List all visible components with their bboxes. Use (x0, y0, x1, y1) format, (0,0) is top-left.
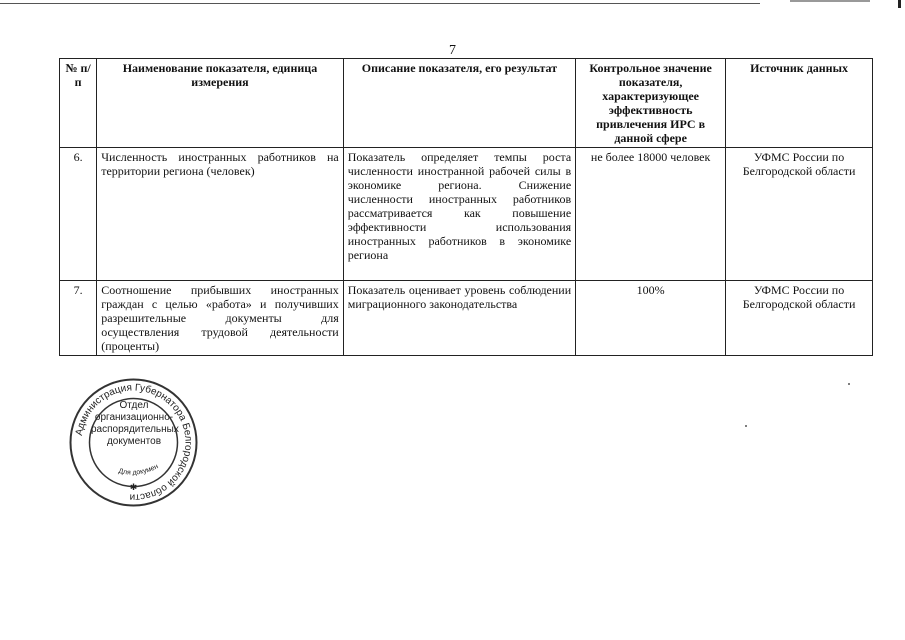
stamp-line: распорядительных (91, 424, 179, 435)
table-header-row (60, 59, 873, 148)
stamp-line: Отдел (119, 400, 149, 411)
row-control-value: 100% (576, 281, 726, 356)
stamp-line: организационно- (94, 412, 174, 423)
stamp-ring-text: Администрация Губернатора Белгородской области (73, 382, 194, 503)
top-border-fragment (790, 0, 870, 2)
indicators-table (59, 58, 873, 356)
header-number: № п/п (60, 59, 97, 148)
scan-speck (745, 425, 747, 427)
scan-speck (848, 383, 850, 385)
star-icon: ✱ (129, 482, 138, 492)
stamp-bottom-text: Для докумен (117, 463, 160, 477)
top-border-line (0, 3, 760, 4)
header-indicator-name: Наименование показателя, единица измерения (97, 59, 344, 148)
stamp-center-text (91, 400, 177, 448)
table-row (60, 281, 873, 356)
page-number: 7 (449, 43, 456, 58)
row-number: 7. (60, 281, 97, 356)
row-indicator-name: Соотношение прибывших иностранных граждан с целью «работа» и получивших разрешительные документы для осуществления трудовой деятельности (проценты) (97, 281, 344, 356)
row-control-value: не более 18000 человек (576, 148, 726, 281)
header-source: Источник данных (726, 59, 873, 148)
corner-mark (898, 0, 901, 8)
row-description: Показатель определяет темпы роста численности иностранной рабочей силы в экономике региона. Снижение численности иностранных работников рассматривается как повышение эффективности использования иностранных работников в экономике региона (343, 148, 575, 281)
table-row (60, 148, 873, 281)
row-indicator-name: Численность иностранных работников на территории региона (человек) (97, 148, 344, 281)
row-number: 6. (60, 148, 97, 281)
stamp-line: документов (106, 436, 162, 447)
header-description: Описание показателя, его результат (343, 59, 575, 148)
row-source: УФМС России по Белгородской области (726, 281, 873, 356)
row-source: УФМС России по Белгородской области (726, 148, 873, 281)
row-description: Показатель оценивает уровень соблюдении миграционного законодательства (343, 281, 575, 356)
header-control-value: Контрольное значение показателя, характеризующее эффективность привлечения ИРС в данной сфере (576, 59, 726, 148)
